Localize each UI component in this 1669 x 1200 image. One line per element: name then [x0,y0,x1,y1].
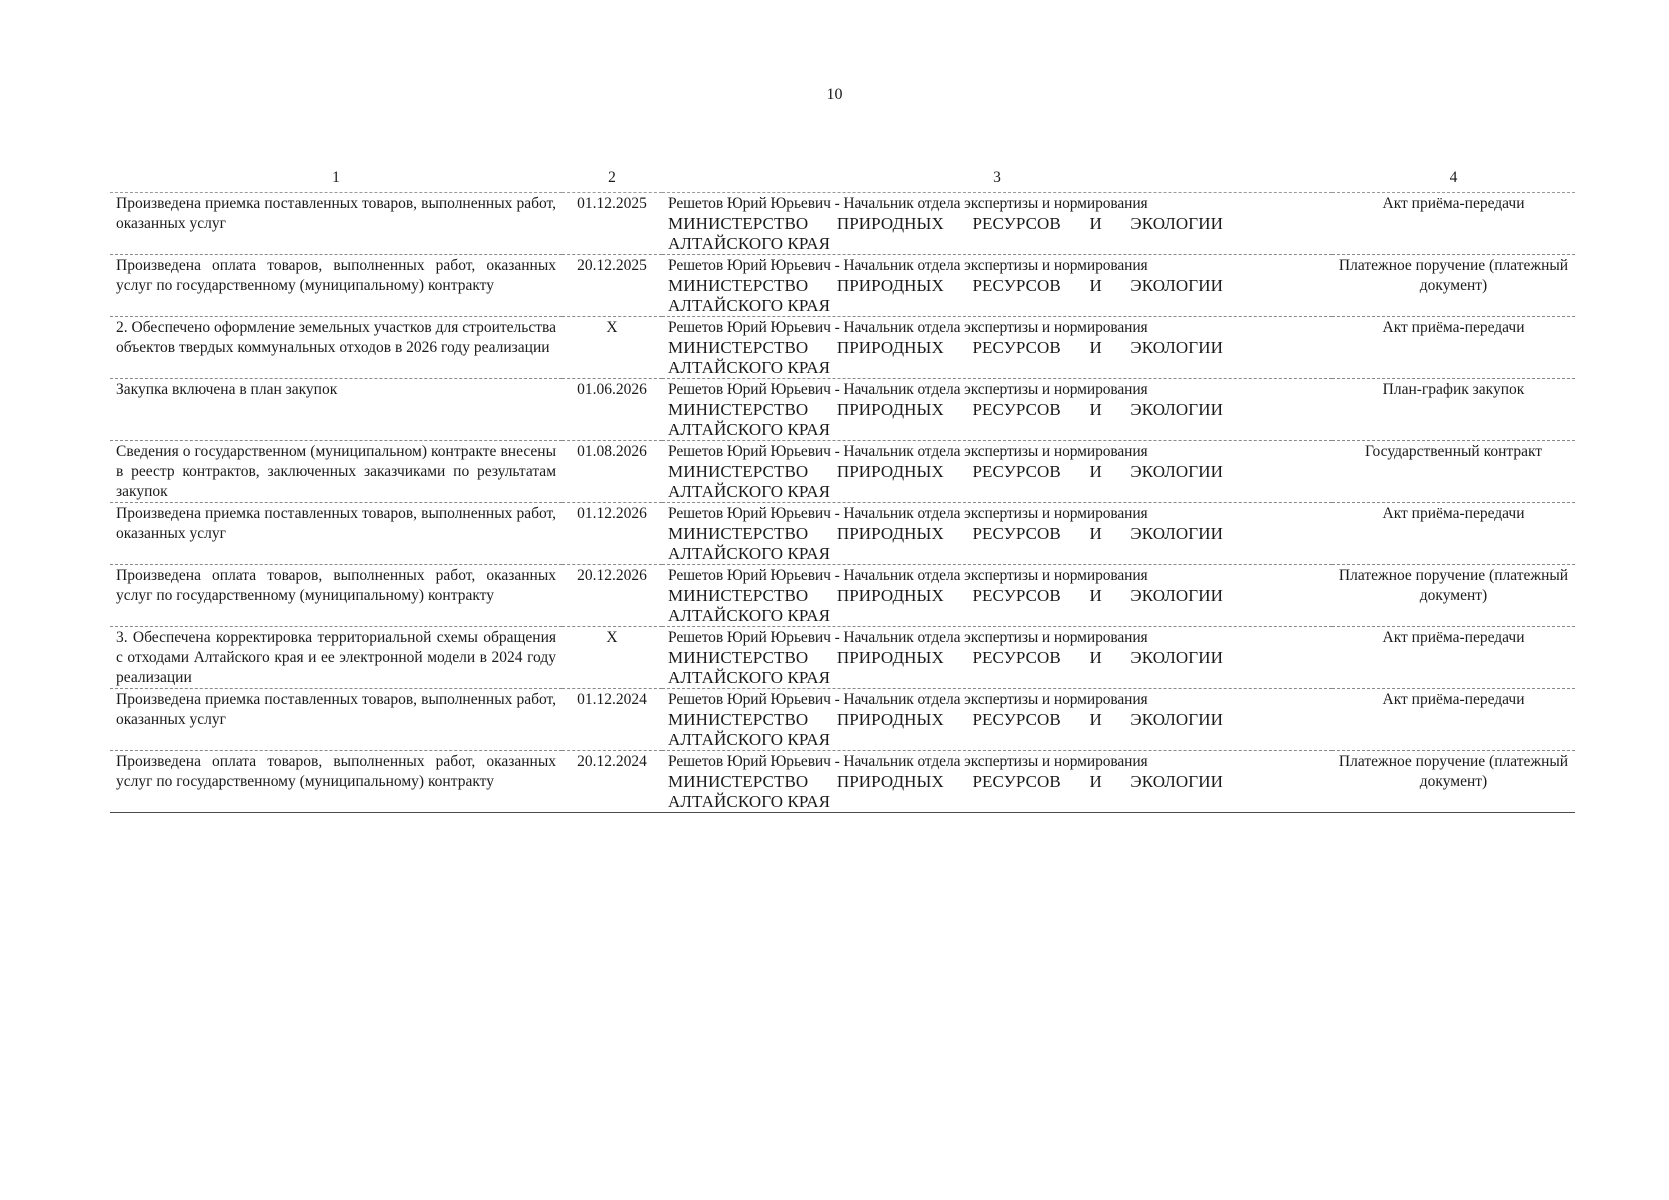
responsible-name: Решетов Юрий Юрьевич - Начальник отдела экспертизы и нормирования [668,381,1148,398]
responsible-org-line1: МИНИСТЕРСТВО ПРИРОДНЫХ РЕСУРСОВ И ЭКОЛОГИИ [668,276,1223,295]
date-cell: 20.12.2025 [562,255,662,317]
responsible-org-line1: МИНИСТЕРСТВО ПРИРОДНЫХ РЕСУРСОВ И ЭКОЛОГИИ [668,400,1223,419]
responsible-cell [662,565,1332,627]
responsible-org-line1: МИНИСТЕРСТВО ПРИРОДНЫХ РЕСУРСОВ И ЭКОЛОГИИ [668,338,1223,357]
responsible-name: Решетов Юрий Юрьевич - Начальник отдела экспертизы и нормирования [668,505,1148,522]
event-cell: Произведена приемка поставленных товаров, выполненных работ, оказанных услуг [110,689,562,751]
responsible-org-line1: МИНИСТЕРСТВО ПРИРОДНЫХ РЕСУРСОВ И ЭКОЛОГИИ [668,462,1223,481]
responsible-org-line2: АЛТАЙСКОГО КРАЯ [668,358,831,377]
column-header-1: 1 [110,168,562,193]
event-cell: Закупка включена в план закупок [110,379,562,441]
date-cell: 01.12.2025 [562,193,662,255]
responsible-name: Решетов Юрий Юрьевич - Начальник отдела экспертизы и нормирования [668,691,1148,708]
document-cell: Платежное поручение (платежный документ) [1332,565,1575,627]
date-cell: X [562,627,662,689]
responsible-cell [662,255,1332,317]
responsible-name: Решетов Юрий Юрьевич - Начальник отдела экспертизы и нормирования [668,319,1148,336]
responsible-cell [662,627,1332,689]
responsible-name: Решетов Юрий Юрьевич - Начальник отдела экспертизы и нормирования [668,567,1148,584]
responsible-name: Решетов Юрий Юрьевич - Начальник отдела экспертизы и нормирования [668,257,1148,274]
table-row [110,627,1575,689]
schedule-table [110,168,1575,813]
responsible-org-line1: МИНИСТЕРСТВО ПРИРОДНЫХ РЕСУРСОВ И ЭКОЛОГИИ [668,710,1223,729]
responsible-org-line2: АЛТАЙСКОГО КРАЯ [668,792,831,811]
table-row [110,441,1575,503]
table-row [110,193,1575,255]
document-cell: Акт приёма-передачи [1332,503,1575,565]
date-cell: X [562,317,662,379]
responsible-org-line1: МИНИСТЕРСТВО ПРИРОДНЫХ РЕСУРСОВ И ЭКОЛОГИИ [668,524,1223,543]
document-cell: Акт приёма-передачи [1332,689,1575,751]
table-row [110,317,1575,379]
responsible-org-line2: АЛТАЙСКОГО КРАЯ [668,668,831,687]
document-cell: Платежное поручение (платежный документ) [1332,255,1575,317]
document-cell: Платежное поручение (платежный документ) [1332,751,1575,813]
responsible-org-line2: АЛТАЙСКОГО КРАЯ [668,730,831,749]
responsible-org-line2: АЛТАЙСКОГО КРАЯ [668,544,831,563]
responsible-cell [662,689,1332,751]
responsible-name: Решетов Юрий Юрьевич - Начальник отдела экспертизы и нормирования [668,443,1148,460]
responsible-org-line1: МИНИСТЕРСТВО ПРИРОДНЫХ РЕСУРСОВ И ЭКОЛОГИИ [668,214,1223,233]
responsible-org-line1: МИНИСТЕРСТВО ПРИРОДНЫХ РЕСУРСОВ И ЭКОЛОГИИ [668,772,1223,791]
date-cell: 01.12.2026 [562,503,662,565]
responsible-cell [662,751,1332,813]
page-number: 10 [826,86,843,103]
date-cell: 01.12.2024 [562,689,662,751]
column-header-3: 3 [662,168,1332,193]
event-cell: Произведена оплата товаров, выполненных работ, оказанных услуг по государственному (муниципальному) контракту [110,255,562,317]
responsible-cell [662,379,1332,441]
responsible-org-line1: МИНИСТЕРСТВО ПРИРОДНЫХ РЕСУРСОВ И ЭКОЛОГИИ [668,648,1223,667]
responsible-cell [662,317,1332,379]
event-cell: Произведена приемка поставленных товаров, выполненных работ, оказанных услуг [110,193,562,255]
responsible-name: Решетов Юрий Юрьевич - Начальник отдела экспертизы и нормирования [668,753,1148,770]
date-cell: 01.08.2026 [562,441,662,503]
event-cell: 2. Обеспечено оформление земельных участков для строительства объектов твердых коммунальных отходов в 2026 году реализации [110,317,562,379]
table-row [110,255,1575,317]
document-cell: Акт приёма-передачи [1332,317,1575,379]
date-cell: 20.12.2024 [562,751,662,813]
event-cell: 3. Обеспечена корректировка территориальной схемы обращения с отходами Алтайского края и ее электронной модели в 2024 году реализации [110,627,562,689]
table-header-row [110,168,1575,193]
event-cell: Произведена оплата товаров, выполненных работ, оказанных услуг по государственному (муниципальному) контракту [110,751,562,813]
date-cell: 01.06.2026 [562,379,662,441]
responsible-org-line2: АЛТАЙСКОГО КРАЯ [668,606,831,625]
document-cell: Государственный контракт [1332,441,1575,503]
responsible-org-line2: АЛТАЙСКОГО КРАЯ [668,234,831,253]
column-header-4: 4 [1332,168,1575,193]
responsible-cell [662,193,1332,255]
table-row [110,565,1575,627]
responsible-name: Решетов Юрий Юрьевич - Начальник отдела экспертизы и нормирования [668,195,1148,212]
document-cell: Акт приёма-передачи [1332,627,1575,689]
document-cell: План-график закупок [1332,379,1575,441]
event-cell: Произведена оплата товаров, выполненных работ, оказанных услуг по государственному (муниципальному) контракту [110,565,562,627]
document-cell: Акт приёма-передачи [1332,193,1575,255]
column-header-2: 2 [562,168,662,193]
responsible-org-line2: АЛТАЙСКОГО КРАЯ [668,296,831,315]
responsible-org-line1: МИНИСТЕРСТВО ПРИРОДНЫХ РЕСУРСОВ И ЭКОЛОГИИ [668,586,1223,605]
table-row [110,503,1575,565]
table-row [110,379,1575,441]
responsible-cell [662,441,1332,503]
event-cell: Сведения о государственном (муниципальном) контракте внесены в реестр контрактов, заключенных заказчиками по результатам закупок [110,441,562,503]
date-cell: 20.12.2026 [562,565,662,627]
event-cell: Произведена приемка поставленных товаров, выполненных работ, оказанных услуг [110,503,562,565]
responsible-cell [662,503,1332,565]
responsible-org-line2: АЛТАЙСКОГО КРАЯ [668,482,831,501]
table-row [110,689,1575,751]
responsible-name: Решетов Юрий Юрьевич - Начальник отдела экспертизы и нормирования [668,629,1148,646]
table-row [110,751,1575,813]
responsible-org-line2: АЛТАЙСКОГО КРАЯ [668,420,831,439]
